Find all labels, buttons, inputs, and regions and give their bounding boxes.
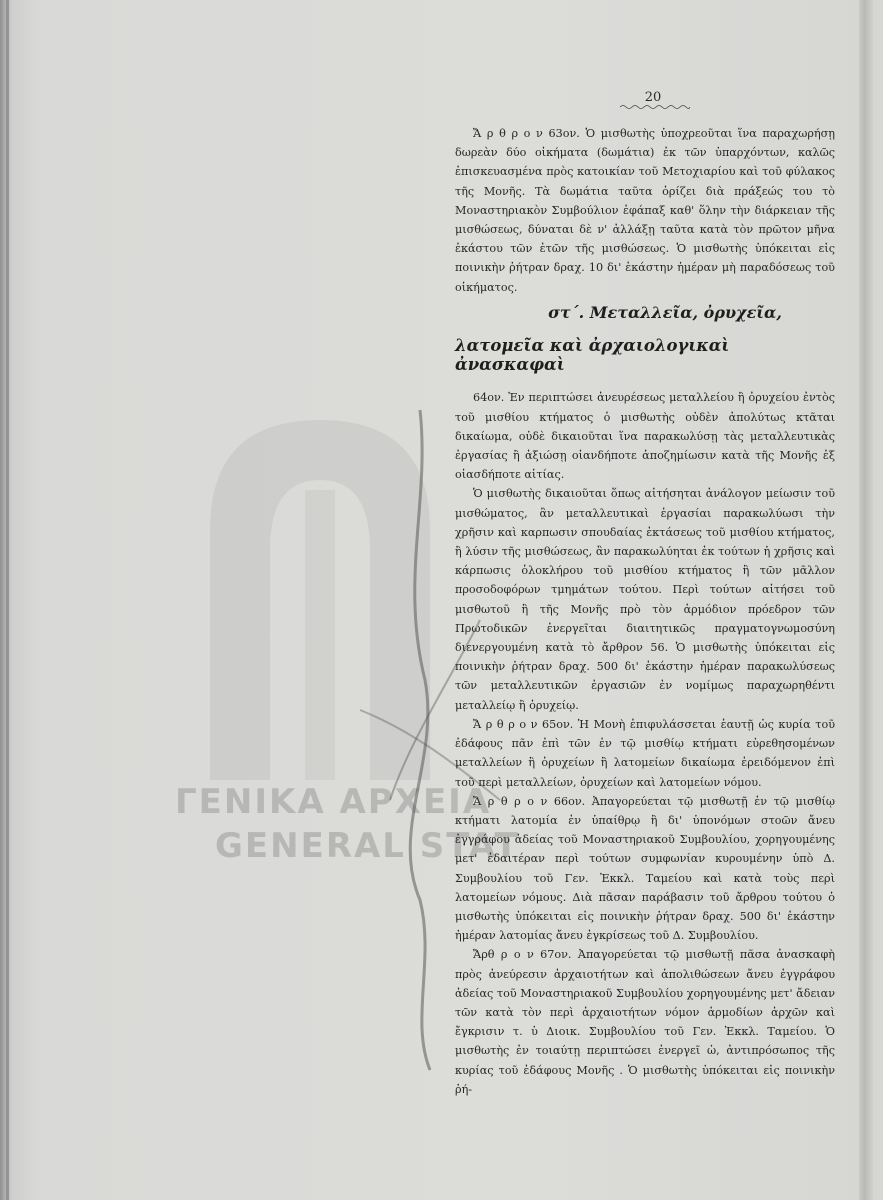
article-63-paragraph: Ἄ ρ θ ρ ο ν 63ον. Ὁ μισθωτὴς ὑποχρεοῦται ἵνα παραχωρήσῃ δωρεὰν δύο οἰκήματα (δωμάτια) ἐκ τῶν ὑπαρχόντων, καλῶς ἐπισκευασμένα πρὸς κατοικίαν τοῦ Μετοχιαρίου καὶ τοῦ φύλακος τῆς Μονῆς. Τὰ δωμάτια ταῦτα ὁρίζει διὰ πράξεώς του τὸ Μοναστηριακὸν Συμβούλιον ἐφάπαξ καθ' ὅλην τὴν διάρκειαν τῆς μισθώσεως, δύναται δὲ ν' ἀλλάξῃ ταῦτα κατὰ τὸν πρῶτον μῆνα ἑκάστου τῶν ἐτῶν τῆς μισθώσεως. Ὁ μισθωτὴς ὑπόκειται εἰς ποινικὴν ῥήτραν δραχ. 10 δι' ἑκάστην ἡμέραν μὴ παραδόσεως τοῦ οἰκήματος. [455, 127, 835, 294]
watermark-line-latin: GENERAL STAT [215, 826, 520, 866]
article-67-paragraph: Ἄρθ ρ ο ν 67ον. Ἀπαγορεύεται τῷ μισθωτῇ πᾶσα ἀνασκαφὴ πρὸς ἀνεύρεσιν ἀρχαιοτήτων καὶ ἀπολιθώσεων ἄνευ ἐγγράφου ἀδείας τοῦ Μοναστηριακοῦ Συμβουλίου χορηγουμένης μετ' ἄδειαν τῶν κατὰ τὸν περὶ ἀρχαιοτήτων νόμον ἁρμοδίων ἀρχῶν καὶ ἔγκρισιν τ. ὑ Διοικ. Συμβουλίου τοῦ Γεν. Ἐκκλ. Ταμείου. Ὁ μισθωτὴς ἐν τοιαύτῃ περιπτώσει ἐνεργεῖ ὡ, ἀντιπρόσωπος τῆς κυρίας τοῦ ἐδάφους Μονῆς . Ὁ μισθωτὴς ὑπόκειται εἰς ποινικὴν ῥή- [455, 948, 835, 1096]
article-66-paragraph: Ἄ ρ θ ρ ο ν 66ον. Ἀπαγορεύεται τῷ μισθωτῇ ἐν τῷ μισθίῳ κτήματι λατομία ἐν ὑπαίθρῳ ἢ δι' ὑπονόμων στοῶν ἄνευ ἐγγράφου ἀδείας τοῦ Μοναστηριακοῦ Συμβουλίου, χορηγουμένης μετ' ἐδαιτέραν περὶ τούτων συμφωνίαν κυρουμένην ὑπὸ Δ. Συμβουλίου τοῦ Γεν. Ἐκκλ. Ταμείου καὶ κατὰ τοὺς περὶ λατομείων νόμους. Διὰ πᾶσαν παράβασιν τοῦ ἄρθρου τούτου ὁ μισθωτὴς ὑπόκειται εἰς ποινικὴν ῥήτραν δραχ. 500 δι' ἑκάστην ἡμέραν λατομίας ἄνευ ἐγκρίσεως τοῦ Δ. Συμβουλίου. [455, 794, 835, 943]
article-64-paragraph: 64ον. Ἐν περιπτώσει ἀνευρέσεως μεταλλείου ἢ ὀρυχείου ἐντὸς τοῦ μισθίου κτήματος ὁ μισθωτὴς οὐδὲν ἀπολύτως κτᾶται δικαίωμα, οὐδὲ δικαιοῦται ἵνα παρακωλύσῃ τὰς μεταλλευτικὰς ἐργασίας ἢ ἀξιώσῃ οἱανδήποτε ἀποζημίωσιν κατὰ τῆς Μονῆς ἐξ οἱασδήποτε αἰτίας. [455, 391, 835, 482]
binding-edge [6, 0, 9, 1200]
document-text [455, 124, 835, 1099]
page-number: 20 [644, 90, 662, 105]
section-heading-line-1: στ΄. Μεταλλεῖα, ὀρυχεῖα, [548, 302, 782, 322]
page-curl-edge [859, 0, 873, 1200]
article-64-continuation: Ὁ μισθωτὴς δικαιοῦται ὅπως αἰτήσηται ἀνάλογον μείωσιν τοῦ μισθώματος, ἂν μεταλλευτικαὶ ἐργασίαι παρακωλύωσι τὴν χρῆσιν καὶ καρπωσιν σπουδαίας ἐκτάσεως τοῦ μισθίου κτήματος, ἢ λύσιν τῆς μισθώσεως, ἂν παρακωλύηται ἐκ τούτων ἡ χρῆσις καὶ κάρπωσις ὁλοκλήρου τοῦ μισθίου κτήματος ἢ τῶν μᾶλλον προσοδοφόρων τμημάτων τούτου. Περὶ τούτων αἰτήσει τοῦ μισθωτοῦ ἢ τῆς Μονῆς πρὸ τὸν ἁρμόδιον πρόεδρον τῶν Πρωτοδικῶν ἐνεργεῖται διαιτητικῶς πραγματογνωμοσύνη διενεργουμένη κατὰ τὸ ἄρθρον 56. Ὁ μισθωτὴς ὑπόκειται εἰς ποινικὴν ῥήτραν δραχ. 500 δι' ἑκάστην ἡμέραν παρακωλύσεως τῶν μεταλλευτικῶν ἐργασιῶν ἐν νομίμως παραχωρηθέντι μεταλλείῳ ἢ ὀρυχείῳ. [455, 487, 835, 712]
watermark-line-greek: ΓΕΝΙΚΑ ΑΡΧΕΙΑ [175, 782, 492, 822]
page-number-underline [620, 104, 690, 110]
article-65-paragraph: Ἄ ρ θ ρ ο ν 65ον. Ἡ Μονὴ ἐπιφυλάσσεται ἑαυτῇ ὡς κυρία τοῦ ἐδάφους πᾶν ἐπὶ τῶν ἐν τῷ μισθίῳ κτήματι εὑρεθησομένων μεταλλείων ἢ ὀρυχείων ἢ λατομείων δικαίωμα ἐρειδόμενον ἐπὶ τοῦ περὶ μεταλλείων, ὀρυχείων καὶ λατομείων νόμου. [455, 717, 835, 789]
section-heading-line-2: λατομεῖα καὶ ἀρχαιολογικαὶ ἀνασκαφαὶ [455, 336, 730, 375]
